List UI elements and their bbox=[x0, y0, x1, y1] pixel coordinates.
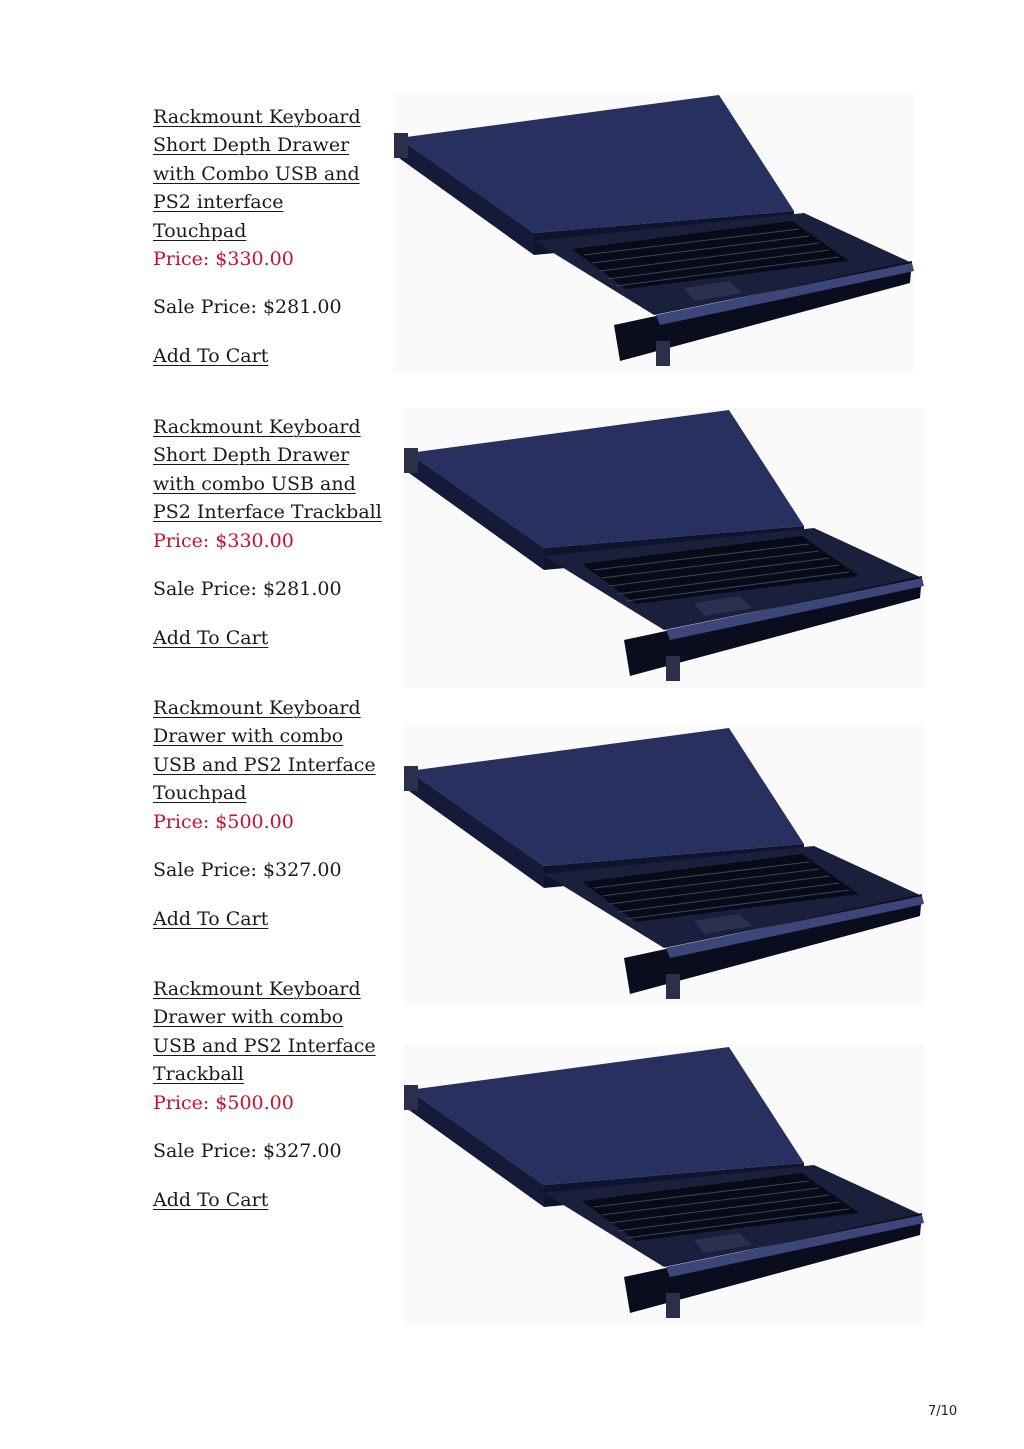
title-line: Short Depth Drawer bbox=[153, 134, 350, 157]
title-line: Touchpad bbox=[153, 219, 247, 242]
product-info bbox=[153, 103, 383, 370]
title-line: Drawer with combo bbox=[153, 725, 344, 748]
title-line: with Combo USB and bbox=[153, 162, 360, 185]
product-price: Price: $500.00 bbox=[153, 1091, 294, 1114]
title-line: Drawer with combo bbox=[153, 1006, 344, 1029]
product-info bbox=[153, 694, 383, 933]
keyboard-drawer-trackball-photo bbox=[404, 408, 924, 688]
product-price: Price: $330.00 bbox=[153, 529, 294, 552]
title-line: Rackmount Keyboard bbox=[153, 416, 361, 438]
product-info bbox=[153, 975, 383, 1214]
title-line: with combo USB and bbox=[153, 472, 356, 495]
add-to-cart-link[interactable]: Add To Cart bbox=[153, 1189, 269, 1212]
product-sale-price: Sale Price: $327.00 bbox=[153, 859, 342, 882]
keyboard-drawer-trackball-photo bbox=[404, 1045, 924, 1325]
title-line: USB and PS2 Interface bbox=[153, 1034, 376, 1057]
title-line: Rackmount Keyboard bbox=[153, 697, 361, 719]
add-to-cart-link[interactable]: Add To Cart bbox=[153, 908, 269, 931]
product-title-link[interactable] bbox=[153, 975, 383, 1089]
product-price: Price: $330.00 bbox=[153, 248, 294, 271]
add-to-cart-link[interactable]: Add To Cart bbox=[153, 345, 269, 368]
title-line: Rackmount Keyboard bbox=[153, 978, 361, 1000]
title-line: Short Depth Drawer bbox=[153, 444, 350, 467]
title-line: Trackball bbox=[153, 1063, 244, 1086]
product-title-link[interactable] bbox=[153, 103, 383, 245]
add-to-cart-link[interactable]: Add To Cart bbox=[153, 627, 269, 650]
title-line: Rackmount Keyboard bbox=[153, 106, 361, 128]
product-sale-price: Sale Price: $327.00 bbox=[153, 1140, 342, 1163]
product-sale-price: Sale Price: $281.00 bbox=[153, 578, 342, 601]
title-line: PS2 interface bbox=[153, 191, 284, 214]
title-line: PS2 Interface Trackball bbox=[153, 501, 382, 524]
title-line: USB and PS2 Interface bbox=[153, 753, 376, 776]
product-price: Price: $500.00 bbox=[153, 810, 294, 833]
product-info bbox=[153, 413, 383, 652]
page-number: 7/10 bbox=[928, 1404, 958, 1419]
title-line: Touchpad bbox=[153, 782, 247, 805]
product-sale-price: Sale Price: $281.00 bbox=[153, 296, 342, 319]
product-title-link[interactable] bbox=[153, 413, 383, 527]
product-title-link[interactable] bbox=[153, 694, 383, 808]
keyboard-drawer-touchpad-photo bbox=[394, 93, 914, 373]
keyboard-drawer-touchpad-photo bbox=[404, 726, 924, 1006]
